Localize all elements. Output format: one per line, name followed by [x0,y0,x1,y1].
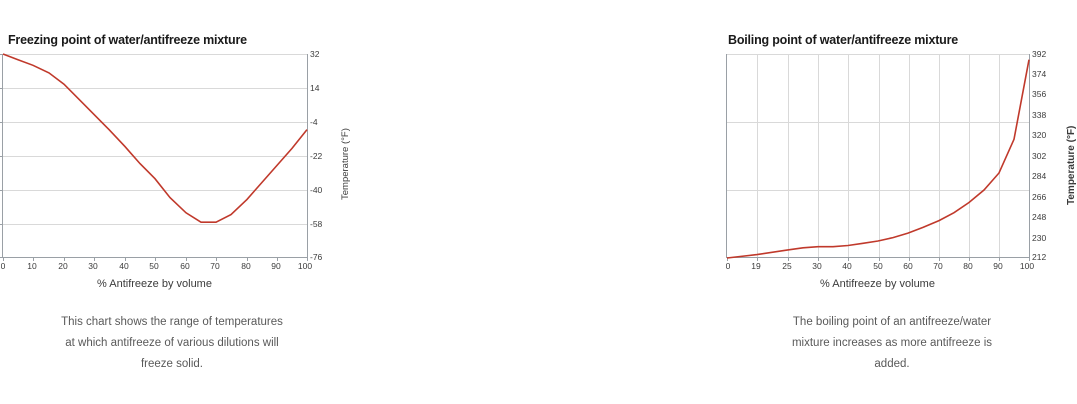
x-tick-label: 70 [210,261,220,271]
y-tick-label: 14 [310,83,320,93]
x-tick-label: 70 [933,261,943,271]
y-tick-label: 374 [1032,69,1047,79]
caption-line: freeze solid. [140,358,203,370]
freezing-y-axis-title: Temperature (°F) [340,128,351,200]
boiling-y-axis-title: Temperature (°F) [1066,125,1077,205]
x-tick-label: 100 [1019,261,1035,271]
y-tick-label: 230 [1032,233,1047,243]
x-tick-label: 80 [241,261,251,271]
y-tick-label: 302 [1032,151,1047,161]
freezing-chart-title: Freezing point of water/antifreeze mixture [8,33,247,47]
boiling-point-series [727,54,1030,258]
freezing-x-axis-title: % Antifreeze by volume [97,278,212,290]
freezing-point-panel [0,0,360,404]
y-tick-label: 212 [1032,252,1047,262]
y-tick-label: -4 [310,117,318,127]
boiling-point-panel [360,0,1077,404]
x-tick-label: 40 [842,261,852,271]
y-tick-label: 32 [310,49,320,59]
caption-line: The boiling point of an antifreeze/water [792,316,992,328]
y-tick-label: 356 [1032,89,1047,99]
freezing-x-tick-labels [0,261,313,273]
freezing-caption [22,312,322,375]
x-tick-label: 0 [725,261,731,271]
boiling-chart-title: Boiling point of water/antifreeze mixture [728,33,959,47]
x-tick-label: 19 [751,261,761,271]
freezing-y-tick-labels [310,49,344,262]
x-tick-label: 20 [58,261,68,271]
y-tick-label: 320 [1032,130,1047,140]
caption-line: mixture increases as more antifreeze is [791,337,993,349]
caption-line: added. [874,358,910,370]
y-tick-label: -58 [310,219,323,229]
x-tick-label: 40 [119,261,129,271]
x-tick-label: 90 [271,261,281,271]
y-tick-label: 248 [1032,212,1047,222]
freezing-plot-area [2,54,307,258]
x-tick-label: 100 [297,261,313,271]
x-tick-label: 60 [903,261,913,271]
y-tick-label: 392 [1032,49,1047,59]
y-tick-label: 284 [1032,171,1047,181]
y-tick-label: -22 [310,151,323,161]
y-tick-label: -40 [310,185,323,195]
x-tick-label: 25 [782,261,792,271]
x-tick-label: 90 [993,261,1003,271]
x-tick-label: 30 [812,261,822,271]
caption-line: This chart shows the range of temperatures [61,316,283,328]
boiling-caption [742,312,1042,375]
x-tick-label: 50 [149,261,159,271]
y-tick-label: 266 [1032,192,1047,202]
x-tick-label: 10 [27,261,37,271]
x-tick-label: 0 [0,261,6,271]
boiling-y-tick-labels [1032,49,1066,262]
caption-line: at which antifreeze of various dilutions will [65,337,279,349]
x-tick-label: 30 [88,261,98,271]
x-tick-label: 60 [180,261,190,271]
boiling-x-axis-title: % Antifreeze by volume [820,278,935,290]
x-tick-label: 80 [963,261,973,271]
y-tick-label: 338 [1032,110,1047,120]
boiling-x-tick-labels [725,261,1035,273]
y-tick-label: -76 [310,252,323,262]
x-tick-label: 50 [873,261,883,271]
boiling-plot-area [726,54,1029,258]
freezing-point-series [3,54,308,258]
